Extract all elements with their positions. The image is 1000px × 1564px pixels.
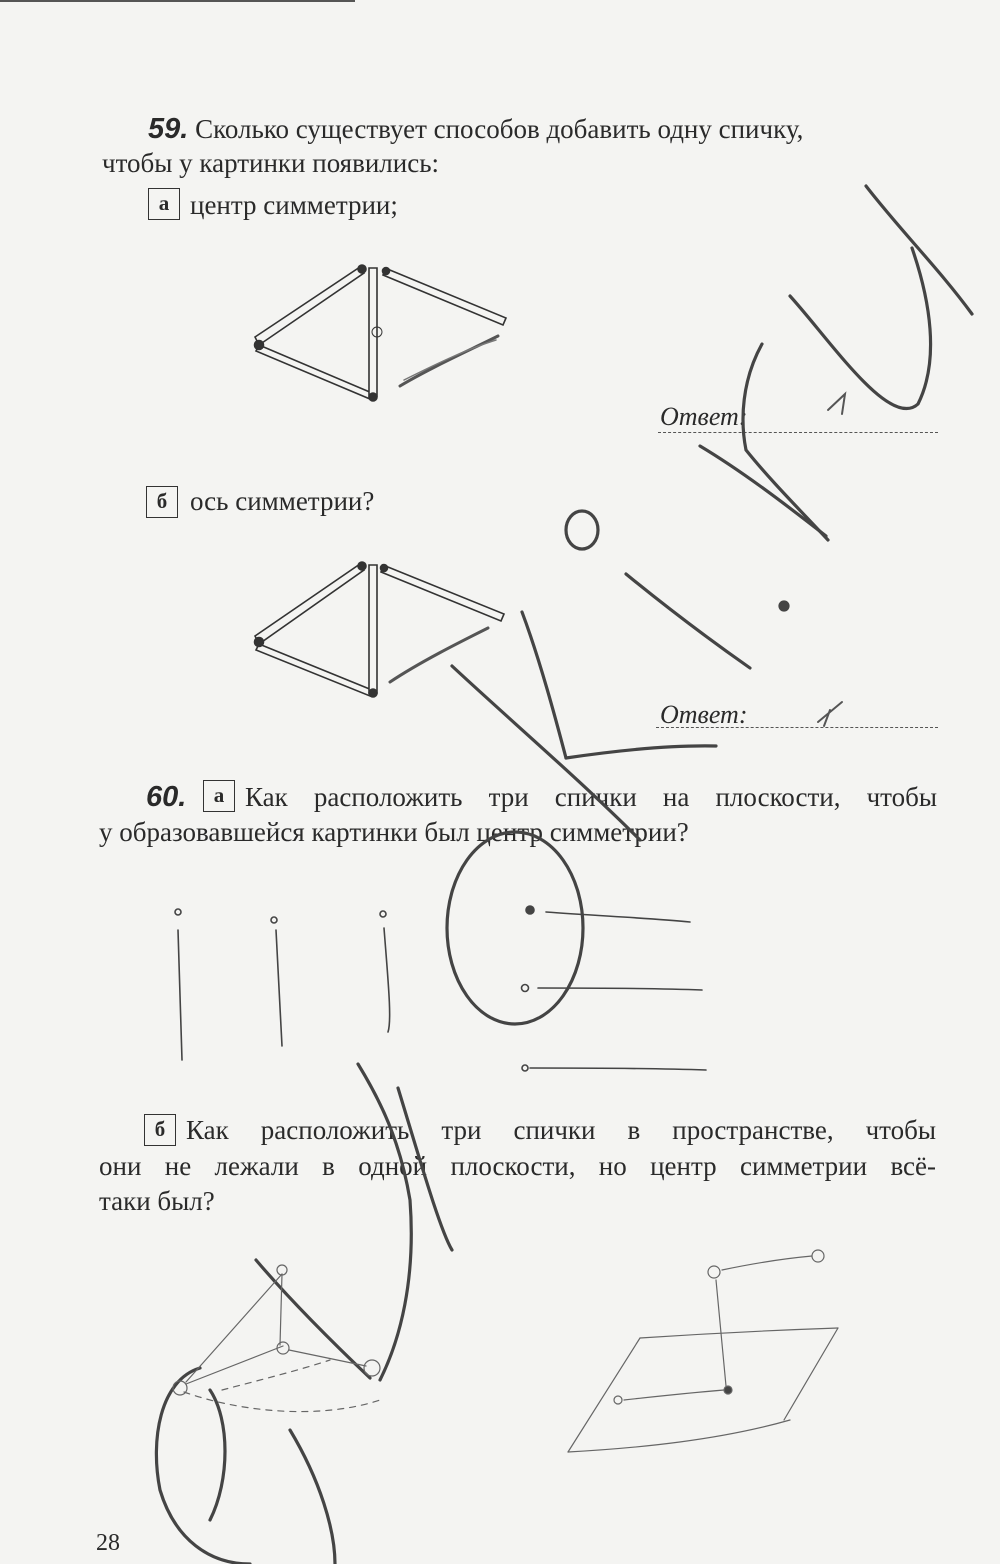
problem-59-part-b-text: ось симметрии? [190,486,375,516]
space-sketch-left [173,1265,380,1412]
added-match-b [390,628,488,682]
problem-60-part-a-box: а [203,780,235,812]
part-a-label-box: а [148,188,180,220]
page-number: 28 [96,1530,120,1556]
space-sketch-right [568,1250,838,1452]
problem-60-part-b-box: б [144,1114,176,1146]
added-match-a [400,336,498,386]
matchstick-figure-b [255,562,505,697]
problem-60-part-b-line3: таки был? [99,1186,215,1216]
three-matches-plane [175,906,706,1071]
problem-60-number-text: 60. [146,781,187,813]
problem-59-intro-line1: Сколько существует способов добавить одну спичку, [195,114,804,144]
problem-60-part-a-line1: Как расположить три спички на плоскости, чтобы [245,782,937,812]
problem-60-part-b-line2: они не лежали в одной плоскости, но центр симметрии всё- [99,1151,936,1181]
problem-60-part-a-line2: у образовавшейся картинки был центр симметрии? [99,817,689,847]
problem-59-intro-line2: чтобы у картинки появились: [102,148,440,178]
pencil-watermark-scribble [156,186,972,1564]
problem-59-part-a-text: центр симметрии; [190,190,398,220]
matchstick-figure-a [255,265,507,401]
part-b-label-box: б [146,486,178,518]
problem-59-b-answer-label: Ответ: [660,700,748,729]
problem-60-part-b-line1: Как расположить три спички в пространстве, чтобы [186,1115,936,1145]
problem-59-number: 59. [148,113,189,145]
problem-59-a-answer-label: Ответ: [660,402,748,431]
